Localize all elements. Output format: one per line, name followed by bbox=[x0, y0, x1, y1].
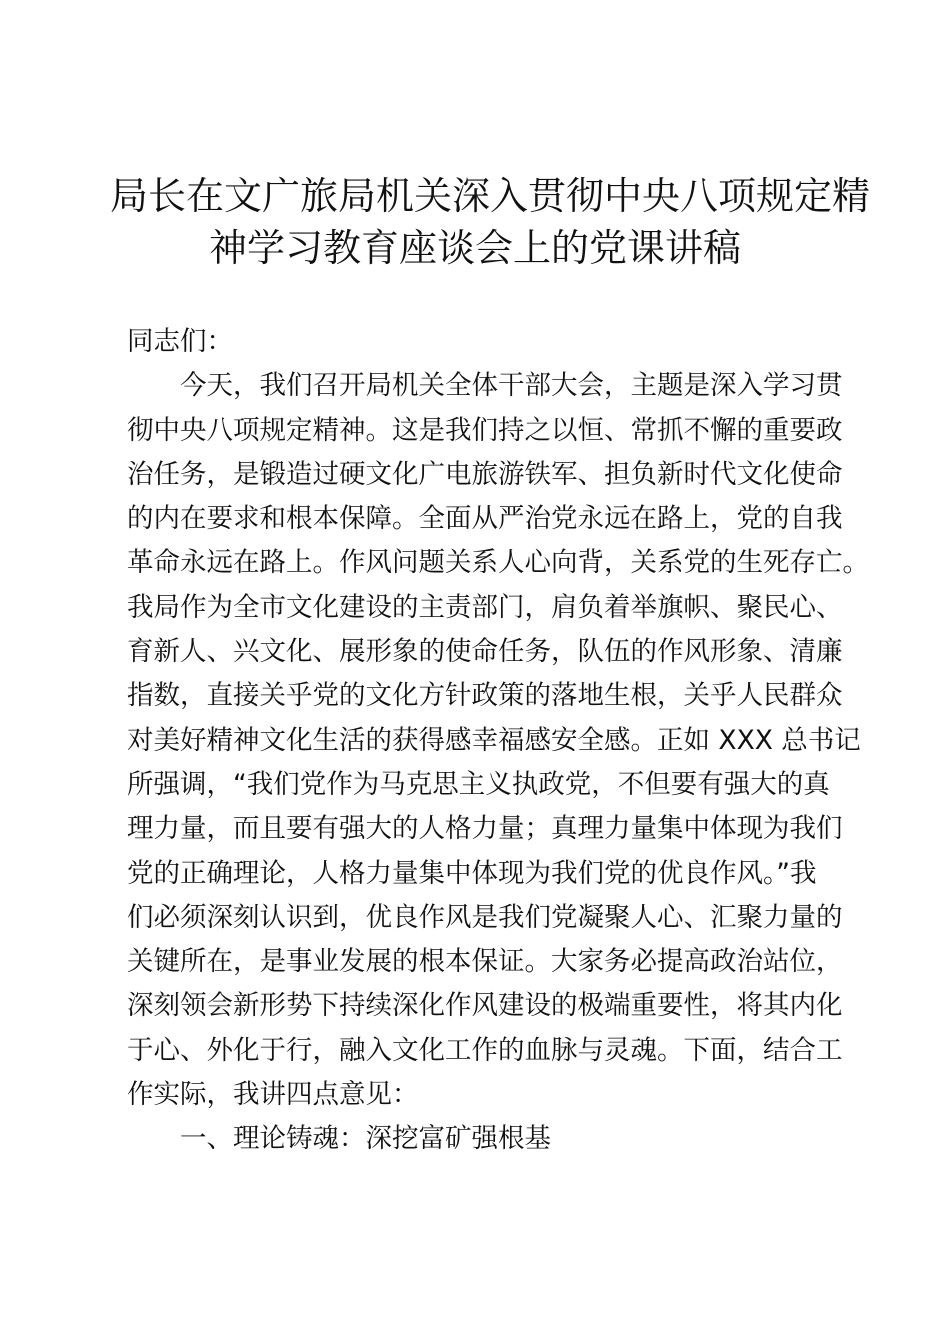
opening-paragraph bbox=[127, 364, 869, 1117]
paragraph-line: 我局作为全市文化建设的主责部门，肩负着举旗帜、聚民心、 bbox=[127, 591, 843, 623]
paragraph-line: 对美好精神文化生活的获得感幸福感安全感。正如 XXX 总书记 bbox=[127, 724, 861, 756]
paragraph-line: 革命永远在路上。作风问题关系人心向背，关系党的生死存亡。 bbox=[127, 547, 869, 579]
title-line: 神学习教育座谈会上的党课讲稿 bbox=[208, 226, 741, 270]
paragraph-line: 作实际，我讲四点意见： bbox=[127, 1079, 419, 1111]
paragraph-line: 指数，直接关乎党的文化方针政策的落地生根，关乎人民群众 bbox=[127, 680, 843, 712]
section-heading: 一、理论铸魂：深挖富矿强根基 bbox=[180, 1123, 551, 1155]
paragraph-line: 于心、外化于行，融入文化工作的血脉与灵魂。下面，结合工 bbox=[127, 1034, 843, 1066]
paragraph-line: 所强调，“我们党作为马克思主义执政党，不但要有强大的真 bbox=[127, 768, 830, 800]
document-body bbox=[127, 320, 869, 1162]
paragraph-line: 治任务，是锻造过硬文化广电旅游铁军、担负新时代文化使命 bbox=[127, 458, 843, 490]
paragraph-line: 关键所在，是事业发展的根本保证。大家务必提高政治站位， bbox=[127, 946, 843, 978]
paragraph-line: 党的正确理论，人格力量集中体现为我们党的优良作风。”我 bbox=[127, 857, 817, 889]
paragraph-line: 们必须深刻认识到，优良作风是我们党凝聚人心、汇聚力量的 bbox=[127, 901, 843, 933]
document-title bbox=[110, 170, 871, 274]
paragraph-line: 今天，我们召开局机关全体干部大会，主题是深入学习贯 bbox=[180, 370, 843, 402]
salutation: 同志们： bbox=[127, 326, 233, 357]
paragraph-line: 的内在要求和根本保障。全面从严治党永远在路上，党的自我 bbox=[127, 503, 843, 535]
paragraph-line: 育新人、兴文化、展形象的使命任务，队伍的作风形象、清廉 bbox=[127, 636, 843, 668]
title-line: 局长在文广旅局机关深入贯彻中央八项规定精 bbox=[110, 174, 871, 218]
paragraph-line: 彻中央八项规定精神。这是我们持之以恒、常抓不懈的重要政 bbox=[127, 414, 843, 446]
paragraph-line: 理力量，而且要有强大的人格力量；真理力量集中体现为我们 bbox=[127, 813, 843, 845]
paragraph-line: 深刻领会新形势下持续深化作风建设的极端重要性，将其内化 bbox=[127, 990, 843, 1022]
